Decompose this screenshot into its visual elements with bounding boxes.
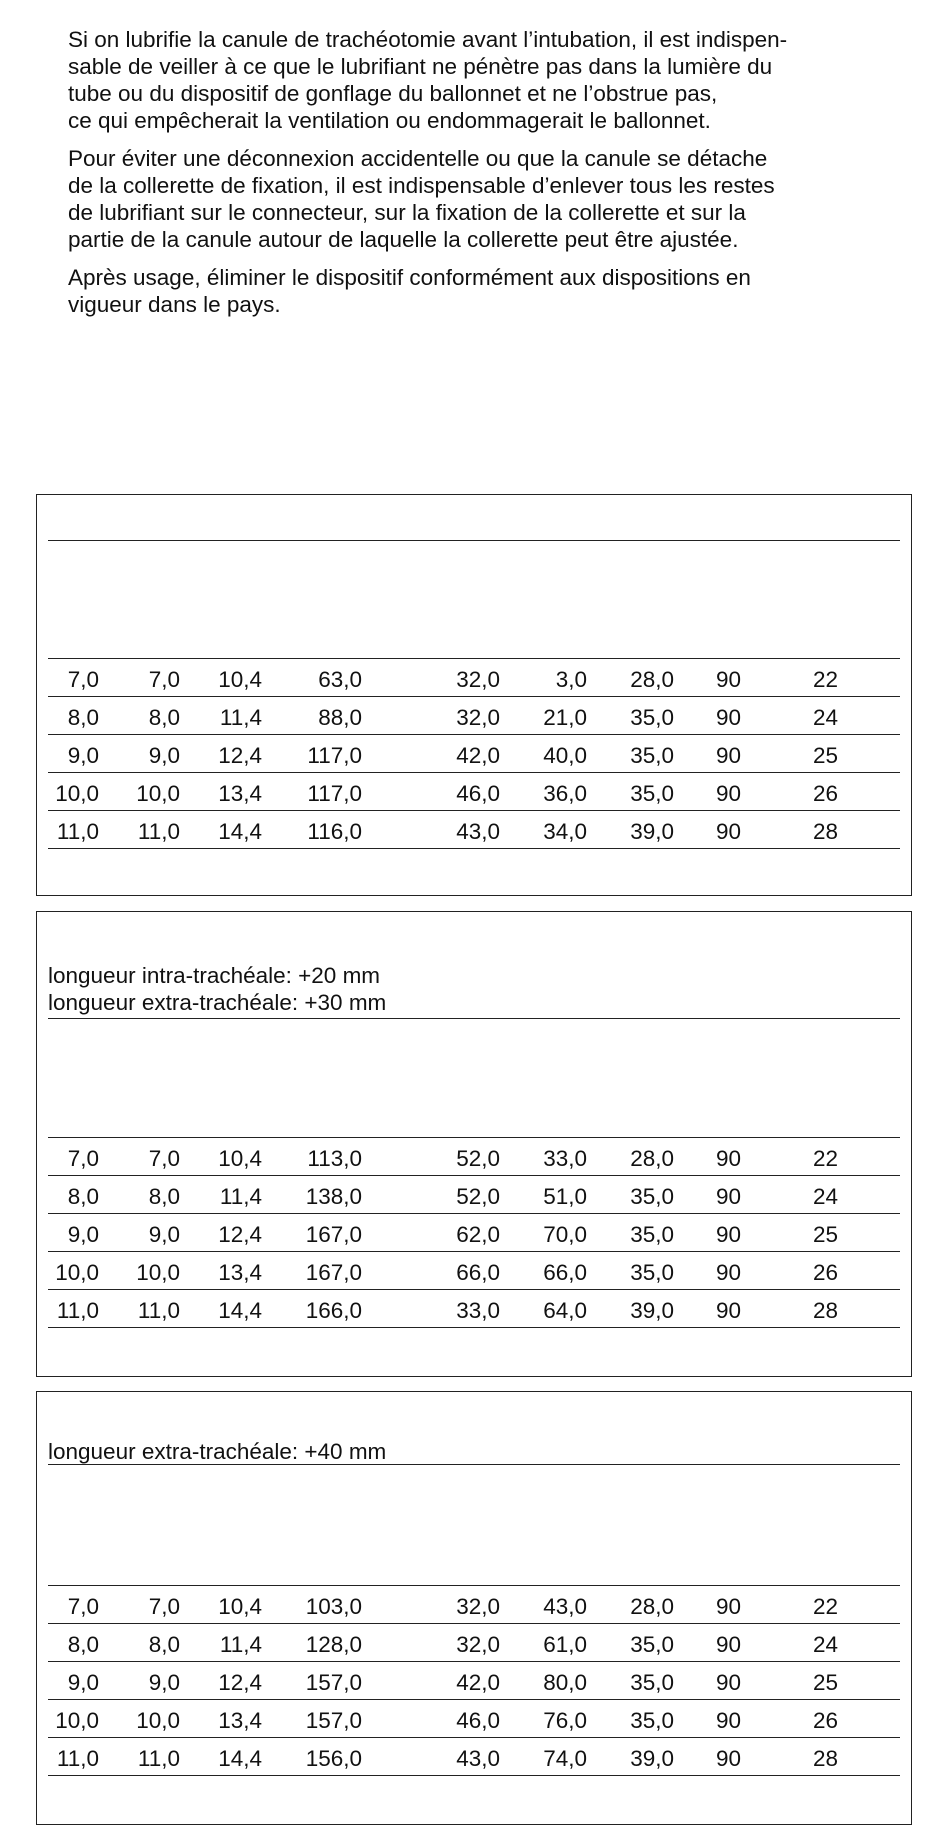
table-cell: 13,4: [218, 781, 262, 806]
table-cell: 21,0: [543, 705, 587, 730]
table-row: [48, 1700, 900, 1738]
table-cell: 8,0: [148, 1632, 180, 1657]
table-cell: 11,0: [137, 1746, 180, 1771]
table-cell: 35,0: [630, 705, 674, 730]
table-cell: 28: [812, 1746, 838, 1771]
size-table-extended-extra: [36, 1391, 912, 1825]
table-cell: 51,0: [543, 1184, 587, 1209]
table-cell: 167,0: [305, 1260, 362, 1285]
table-row: [48, 735, 900, 773]
table-cell: 66,0: [456, 1260, 500, 1285]
paragraph-disposal: Après usage, éliminer le dispositif conformément aux dispositions en vigueur dans le pays.: [68, 265, 751, 317]
table-cell: 25: [812, 1222, 838, 1247]
table-cell: 10,0: [55, 1260, 99, 1285]
table-cell: 90: [715, 1298, 741, 1323]
table-cell: 28,0: [630, 667, 674, 692]
table-cell: 35,0: [630, 1222, 674, 1247]
header-divider: [48, 540, 900, 541]
table-cell: 9,0: [67, 1222, 99, 1247]
table-cell: 90: [715, 1746, 741, 1771]
table-cell: 166,0: [305, 1298, 362, 1323]
table-row: [48, 659, 900, 697]
table-cell: 128,0: [305, 1632, 362, 1657]
table-cell: 76,0: [543, 1708, 587, 1733]
table-cell: 157,0: [305, 1708, 362, 1733]
length-note-intra: longueur intra-trachéale: +20 mm: [48, 963, 381, 988]
size-table-extended-both: [36, 911, 912, 1377]
table-cell: 43,0: [456, 819, 500, 844]
table-cell: 28: [812, 1298, 838, 1323]
table-row: [48, 811, 900, 849]
table-cell: 117,0: [307, 743, 362, 768]
table-cell: 35,0: [630, 1184, 674, 1209]
table-row: [48, 1662, 900, 1700]
table-rows: [48, 1585, 900, 1776]
table-cell: 14,4: [218, 1298, 262, 1323]
table-cell: 63,0: [318, 667, 362, 692]
table-cell: 24: [812, 1632, 838, 1657]
table-cell: 24: [812, 1184, 838, 1209]
table-row: [48, 1738, 900, 1776]
table-cell: 35,0: [630, 1708, 674, 1733]
table-rows: [48, 658, 900, 849]
table-cell: 7,0: [148, 1594, 180, 1619]
table-cell: 8,0: [148, 1184, 180, 1209]
instructions-text: [68, 26, 918, 329]
table-cell: 138,0: [305, 1184, 362, 1209]
table-cell: 14,4: [218, 819, 262, 844]
table-cell: 70,0: [543, 1222, 587, 1247]
table-cell: 28: [812, 819, 838, 844]
table-cell: 34,0: [543, 819, 587, 844]
table-cell: 10,4: [218, 1594, 262, 1619]
table-cell: 90: [715, 1594, 741, 1619]
table-cell: 40,0: [543, 743, 587, 768]
table-cell: 11,0: [56, 1746, 99, 1771]
table-cell: 12,4: [218, 743, 262, 768]
table-cell: 32,0: [456, 667, 500, 692]
table-cell: 39,0: [630, 819, 674, 844]
table-cell: 90: [715, 1708, 741, 1733]
table-cell: 43,0: [543, 1594, 587, 1619]
table-row: [48, 1586, 900, 1624]
table-cell: 13,4: [218, 1708, 262, 1733]
table-cell: 11,0: [56, 819, 99, 844]
table-cell: 7,0: [67, 667, 99, 692]
table-cell: 90: [715, 743, 741, 768]
table-cell: 11,0: [137, 819, 180, 844]
table-cell: 90: [715, 1146, 741, 1171]
table-cell: 42,0: [456, 743, 500, 768]
table-cell: 22: [812, 1146, 838, 1171]
table-cell: 25: [812, 1670, 838, 1695]
table-cell: 36,0: [543, 781, 587, 806]
table-cell: 117,0: [307, 781, 362, 806]
table-cell: 35,0: [630, 781, 674, 806]
table-cell: 90: [715, 781, 741, 806]
table-cell: 52,0: [456, 1146, 500, 1171]
table-cell: 8,0: [67, 705, 99, 730]
table-cell: 90: [715, 1260, 741, 1285]
table-cell: 10,4: [218, 1146, 262, 1171]
table-cell: 35,0: [630, 1632, 674, 1657]
table-cell: 9,0: [67, 743, 99, 768]
table-cell: 9,0: [148, 1670, 180, 1695]
table-cell: 12,4: [218, 1222, 262, 1247]
table-cell: 11,0: [56, 1298, 99, 1323]
table-cell: 80,0: [543, 1670, 587, 1695]
table-cell: 8,0: [67, 1184, 99, 1209]
table-cell: 26: [812, 781, 838, 806]
table-row: [48, 1252, 900, 1290]
table-cell: 32,0: [456, 705, 500, 730]
table-cell: 61,0: [543, 1632, 587, 1657]
table-cell: 13,4: [218, 1260, 262, 1285]
table-cell: 10,0: [55, 781, 99, 806]
table-cell: 35,0: [630, 1260, 674, 1285]
table-cell: 39,0: [630, 1746, 674, 1771]
length-note-extra: longueur extra-trachéale: +30 mm: [48, 990, 387, 1015]
table-cell: 62,0: [456, 1222, 500, 1247]
table-cell: 35,0: [630, 743, 674, 768]
table-cell: 7,0: [67, 1594, 99, 1619]
table-cell: 90: [715, 819, 741, 844]
table-cell: 11,4: [219, 705, 262, 730]
table-row: [48, 1214, 900, 1252]
table-cell: 12,4: [218, 1670, 262, 1695]
table-cell: 33,0: [543, 1146, 587, 1171]
table-cell: 52,0: [456, 1184, 500, 1209]
table-cell: 9,0: [148, 743, 180, 768]
table-cell: 8,0: [67, 1632, 99, 1657]
length-note-extra: longueur extra-trachéale: +40 mm: [48, 1439, 387, 1464]
table-cell: 90: [715, 1222, 741, 1247]
table-cell: 11,4: [219, 1184, 262, 1209]
table-row: [48, 1138, 900, 1176]
table-cell: 25: [812, 743, 838, 768]
table-cell: 66,0: [543, 1260, 587, 1285]
table-cell: 103,0: [305, 1594, 362, 1619]
table-cell: 157,0: [305, 1670, 362, 1695]
table-cell: 28,0: [630, 1594, 674, 1619]
table-cell: 10,0: [136, 1260, 180, 1285]
table-cell: 42,0: [456, 1670, 500, 1695]
table-cell: 64,0: [543, 1298, 587, 1323]
header-divider: [48, 1464, 900, 1465]
table-rows: [48, 1137, 900, 1328]
table-cell: 90: [715, 705, 741, 730]
table-cell: 35,0: [630, 1670, 674, 1695]
table-cell: 24: [812, 705, 838, 730]
table-cell: 33,0: [456, 1298, 500, 1323]
table-row: [48, 773, 900, 811]
table-cell: 8,0: [148, 705, 180, 730]
table-cell: 11,4: [219, 1632, 262, 1657]
table-cell: 156,0: [305, 1746, 362, 1771]
table-cell: 9,0: [67, 1670, 99, 1695]
table-cell: 39,0: [630, 1298, 674, 1323]
table-cell: 32,0: [456, 1594, 500, 1619]
table-cell: 113,0: [307, 1146, 362, 1171]
table-cell: 28,0: [630, 1146, 674, 1171]
table-cell: 7,0: [148, 667, 180, 692]
table-cell: 10,0: [136, 781, 180, 806]
table-cell: 32,0: [456, 1632, 500, 1657]
table-cell: 10,0: [55, 1708, 99, 1733]
table-cell: 7,0: [148, 1146, 180, 1171]
table-cell: 10,0: [136, 1708, 180, 1733]
table-cell: 46,0: [456, 781, 500, 806]
table-cell: 90: [715, 667, 741, 692]
table-row: [48, 1176, 900, 1214]
table-cell: 46,0: [456, 1708, 500, 1733]
table-cell: 90: [715, 1184, 741, 1209]
paragraph-lubrication: Si on lubrifie la canule de trachéotomie avant l’intubation, il est indispen- sable de veiller à ce que le lubrifiant ne pénètre pas dans la lumière du tube ou du dispositif de gonflage du ballonnet et ne l’obstrue pas, ce qui empêcherait la ventilation ou endommagerait le ballonnet.: [68, 27, 788, 133]
table-row: [48, 697, 900, 735]
table-cell: 14,4: [218, 1746, 262, 1771]
table-cell: 88,0: [318, 705, 362, 730]
table-cell: 167,0: [305, 1222, 362, 1247]
table-cell: 26: [812, 1260, 838, 1285]
table-cell: 10,4: [218, 667, 262, 692]
size-table-standard: [36, 494, 912, 896]
table-cell: 90: [715, 1670, 741, 1695]
table-cell: 22: [812, 1594, 838, 1619]
table-cell: 9,0: [148, 1222, 180, 1247]
table-cell: 7,0: [67, 1146, 99, 1171]
table-cell: 116,0: [307, 819, 362, 844]
paragraph-disconnection: Pour éviter une déconnexion accidentelle ou que la canule se détache de la collerette de fixation, il est indispensable d’enlever tous les restes de lubrifiant sur le connecteur, sur la fixation de la collerette et sur la partie de la canule autour de laquelle la collerette peut être ajustée.: [68, 146, 775, 252]
table-row: [48, 1624, 900, 1662]
table-cell: 11,0: [137, 1298, 180, 1323]
table-cell: 26: [812, 1708, 838, 1733]
table-cell: 90: [715, 1632, 741, 1657]
table-cell: 22: [812, 667, 838, 692]
table-cell: 74,0: [543, 1746, 587, 1771]
table-cell: 3,0: [555, 667, 587, 692]
header-divider: [48, 1018, 900, 1019]
table-cell: 43,0: [456, 1746, 500, 1771]
table-row: [48, 1290, 900, 1328]
